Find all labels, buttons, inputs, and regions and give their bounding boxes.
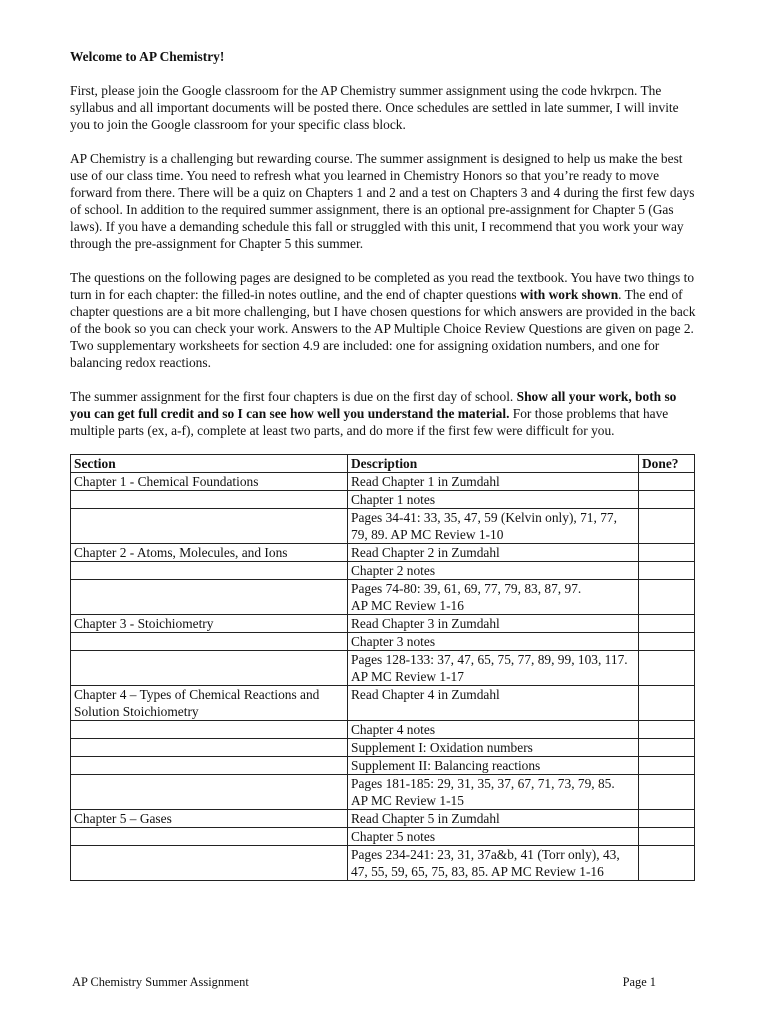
table-row	[71, 810, 695, 828]
cell-description-text: Chapter 5 notes	[351, 829, 436, 844]
cell-description	[348, 580, 639, 615]
table-row	[71, 562, 695, 580]
cell-description	[348, 509, 639, 544]
page-footer	[72, 975, 656, 990]
cell-done[interactable]	[639, 846, 695, 881]
cell-section	[71, 828, 348, 846]
cell-done[interactable]	[639, 757, 695, 775]
cell-done[interactable]	[639, 562, 695, 580]
cell-section	[71, 509, 348, 544]
cell-section	[71, 562, 348, 580]
course-paragraph: AP Chemistry is a challenging but rewarding course. The summer assignment is designed to help us make the best use of our class time. You need to refresh what you learned in Chemistry Honors so that you’re ready to move forward from there. There will be a quiz on Chapters 1 and 2 and a test on Chapters 3 and 4 during the first few days of school. In addition to the required summer assignment, there is an optional pre-assignment for Chapter 5 (Gas laws). If you have a demanding schedule this fall or struggled with this unit, I recommend that you work your way through the pre-assignment for Chapter 5 this summer.	[70, 151, 695, 251]
cell-done[interactable]	[639, 686, 695, 721]
page-number: Page 1	[622, 975, 656, 989]
cell-section	[71, 491, 348, 509]
cell-section	[71, 757, 348, 775]
due-text-2: For those problems that have multiple parts (ex, a-f), complete at least two parts, and do more if the first few were difficult for you.	[70, 406, 669, 438]
table-row	[71, 509, 695, 544]
assignment-table	[70, 454, 695, 881]
cell-section	[71, 615, 348, 633]
cell-section	[71, 810, 348, 828]
cell-description-text: Pages 128-133: 37, 47, 65, 75, 77, 89, 99, 103, 117. AP MC Review 1-17	[351, 652, 628, 684]
cell-description	[348, 686, 639, 721]
cell-description	[348, 775, 639, 810]
cell-section	[71, 544, 348, 562]
cell-done[interactable]	[639, 544, 695, 562]
intro-paragraph: First, please join the Google classroom for the AP Chemistry summer assignment using the code hvkrpcn. The syllabus and all important documents will be posted there. Once schedules are settled in late summer, I will invite you to join the Google classroom for your specific class block.	[70, 83, 679, 132]
footer-title: AP Chemistry Summer Assignment	[72, 975, 249, 989]
table-row	[71, 473, 695, 491]
cell-section-text: Chapter 1 - Chemical Foundations	[74, 474, 259, 489]
cell-description-text: Supplement II: Balancing reactions	[351, 758, 541, 773]
cell-section-text: Chapter 5 – Gases	[74, 811, 172, 826]
due-text-bold: Show all your work, both so you can get full credit and so I can see how well you understand the material.	[70, 389, 677, 421]
cell-description	[348, 721, 639, 739]
cell-section-text: Chapter 2 - Atoms, Molecules, and Ions	[74, 545, 288, 560]
table-row	[71, 686, 695, 721]
cell-done[interactable]	[639, 651, 695, 686]
page-title: Welcome to AP Chemistry!	[70, 49, 225, 64]
cell-section	[71, 721, 348, 739]
cell-description-text: Pages 234-241: 23, 31, 37a&b, 41 (Torr only), 43, 47, 55, 59, 65, 75, 83, 85. AP MC Review 1-16	[351, 847, 620, 879]
cell-done[interactable]	[639, 580, 695, 615]
cell-description	[348, 562, 639, 580]
questions-text-1: The questions on the following pages are designed to be completed as you read the textbook. You have two things to turn in for each chapter: the filled-in notes outline, and the end of chapter questions	[70, 270, 695, 302]
cell-section	[71, 633, 348, 651]
questions-text-bold: with work shown	[519, 287, 619, 302]
cell-description-text: Read Chapter 5 in Zumdahl	[351, 811, 500, 826]
cell-section-text: Chapter 4 – Types of Chemical Reactions and Solution Stoichiometry	[74, 687, 320, 719]
cell-section	[71, 846, 348, 881]
cell-done[interactable]	[639, 810, 695, 828]
table-row	[71, 757, 695, 775]
cell-done[interactable]	[639, 775, 695, 810]
cell-section	[71, 580, 348, 615]
table-row	[71, 846, 695, 881]
cell-description	[348, 739, 639, 757]
cell-done[interactable]	[639, 828, 695, 846]
table-row	[71, 739, 695, 757]
cell-description-text: Chapter 4 notes	[351, 722, 436, 737]
cell-description-text: Read Chapter 3 in Zumdahl	[351, 616, 500, 631]
due-paragraph	[70, 388, 696, 439]
cell-description	[348, 651, 639, 686]
table-header-row	[71, 455, 695, 473]
cell-done[interactable]	[639, 473, 695, 491]
cell-description-text: Read Chapter 1 in Zumdahl	[351, 474, 500, 489]
cell-description	[348, 544, 639, 562]
table-row	[71, 491, 695, 509]
table-body	[71, 473, 695, 881]
cell-section	[71, 686, 348, 721]
cell-description	[348, 633, 639, 651]
table-row	[71, 828, 695, 846]
header-section: Section	[71, 455, 348, 473]
cell-description-extra: AP MC Review 1-15	[351, 793, 464, 808]
cell-done[interactable]	[639, 721, 695, 739]
cell-section-text: Chapter 3 - Stoichiometry	[74, 616, 214, 631]
table-row	[71, 580, 695, 615]
table-row	[71, 633, 695, 651]
table-row	[71, 544, 695, 562]
cell-description-text: Supplement I: Oxidation numbers	[351, 740, 533, 755]
cell-section	[71, 473, 348, 491]
table-row	[71, 775, 695, 810]
cell-description	[348, 491, 639, 509]
cell-done[interactable]	[639, 491, 695, 509]
cell-description	[348, 757, 639, 775]
cell-section	[71, 775, 348, 810]
header-done: Done?	[639, 455, 695, 473]
cell-description-text: Pages 34-41: 33, 35, 47, 59 (Kelvin only), 71, 77, 79, 89. AP MC Review 1-10	[351, 510, 617, 542]
cell-done[interactable]	[639, 633, 695, 651]
questions-text-2: . The end of chapter questions are a bit more challenging, but I have chosen questions for which answers are provided in the back of the book so you can check your work. Answers to the AP Multiple Choice Review Questions are given on page 2. Two supplementary worksheets for section 4.9 are included: one for assigning oxidation numbers, and one for balancing redox reactions.	[70, 287, 696, 370]
cell-description	[348, 846, 639, 881]
cell-description-text: Pages 181-185: 29, 31, 35, 37, 67, 71, 73, 79, 85.	[351, 776, 615, 791]
cell-done[interactable]	[639, 739, 695, 757]
cell-description	[348, 615, 639, 633]
due-text-1: The summer assignment for the first four chapters is due on the first day of school.	[70, 389, 517, 404]
questions-paragraph	[70, 269, 696, 371]
cell-description-extra: AP MC Review 1-16	[351, 598, 464, 613]
cell-section	[71, 651, 348, 686]
cell-description-text: Pages 74-80: 39, 61, 69, 77, 79, 83, 87, 97.	[351, 581, 582, 596]
cell-description	[348, 810, 639, 828]
cell-description-text: Chapter 1 notes	[351, 492, 436, 507]
header-description: Description	[348, 455, 639, 473]
cell-description-text: Read Chapter 4 in Zumdahl	[351, 687, 500, 702]
cell-section	[71, 739, 348, 757]
cell-description	[348, 473, 639, 491]
cell-description-text: Chapter 2 notes	[351, 563, 436, 578]
document-page	[70, 48, 696, 881]
table-row	[71, 721, 695, 739]
cell-done[interactable]	[639, 615, 695, 633]
cell-description	[348, 828, 639, 846]
cell-done[interactable]	[639, 509, 695, 544]
table-row	[71, 615, 695, 633]
cell-description-text: Chapter 3 notes	[351, 634, 436, 649]
table-row	[71, 651, 695, 686]
cell-description-text: Read Chapter 2 in Zumdahl	[351, 545, 500, 560]
